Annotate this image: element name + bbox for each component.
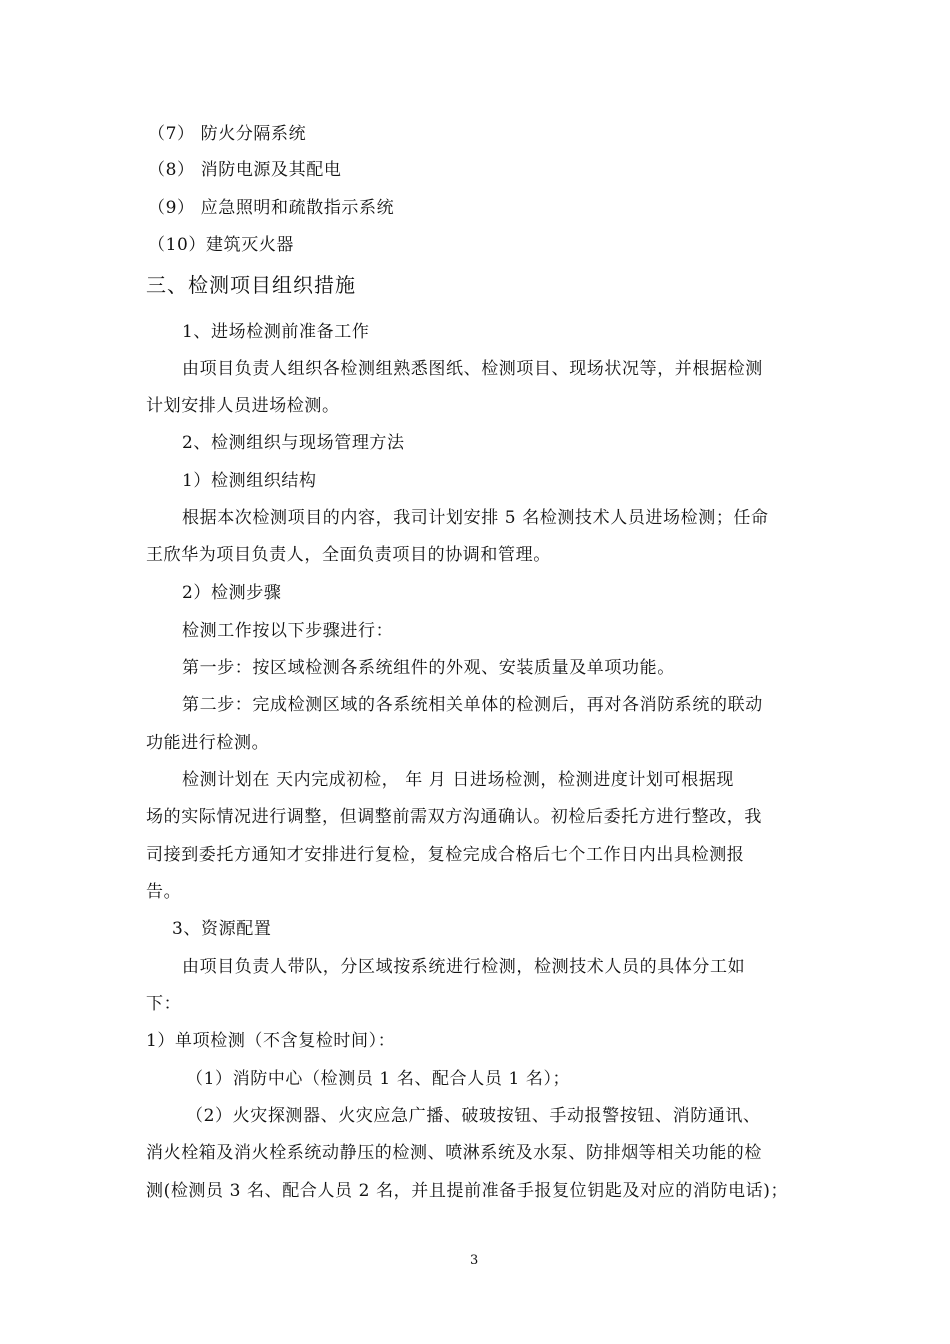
paragraph-line: 根据本次检测项目的内容，我司计划安排 5 名检测技术人员进场检测；任命: [182, 508, 769, 528]
paragraph-line: 检测工作按以下步骤进行：: [182, 621, 394, 641]
paragraph-line: 场的实际情况进行调整，但调整前需双方沟通确认。初检后委托方进行整改，我: [146, 807, 762, 827]
paragraph-line: 由项目负责人带队，分区域按系统进行检测，检测技术人员的具体分工如: [182, 957, 746, 977]
paragraph-line: （2）火灾探测器、火灾应急广播、破玻按钮、手动报警按钮、消防通讯、: [186, 1106, 761, 1126]
section-heading: 三、检测项目组织措施: [146, 273, 356, 297]
list-item-9: （9） 应急照明和疏散指示系统: [148, 198, 395, 218]
paragraph-line: 告。: [146, 882, 182, 902]
paragraph-line: 第一步：按区域检测各系统组件的外观、安装质量及单项功能。: [182, 658, 675, 678]
paragraph-line: 功能进行检测。: [146, 733, 270, 753]
paragraph-line: 由项目负责人组织各检测组熟悉图纸、检测项目、现场状况等，并根据检测: [182, 359, 763, 379]
list-item-8: （8） 消防电源及其配电: [148, 160, 342, 180]
subsection-item-title: 1）单项检测（不含复检时间）：: [146, 1031, 396, 1051]
paragraph-line: 司接到委托方通知才安排进行复检，复检完成合格后七个工作日内出具检测报: [146, 845, 745, 865]
paragraph-line: （1）消防中心（检测员 1 名、配合人员 1 名）；: [186, 1069, 571, 1089]
paragraph-line: 测(检测员 3 名、配合人员 2 名，并且提前准备手报复位钥匙及对应的消防电话)；: [146, 1181, 789, 1201]
subsection-title-3: 3、资源配置: [172, 919, 272, 939]
subsection-title-1: 1、进场检测前准备工作: [182, 322, 370, 342]
subsection-title-2: 2、检测组织与现场管理方法: [182, 433, 405, 453]
paragraph-line: 计划安排人员进场检测。: [146, 396, 340, 416]
paragraph-line: 王欣华为项目负责人，全面负责项目的协调和管理。: [146, 545, 551, 565]
page-number: 3: [470, 1253, 479, 1268]
subsection-item-title: 1）检测组织结构: [182, 471, 317, 491]
paragraph-line: 下：: [146, 994, 182, 1014]
subsection-item-title: 2）检测步骤: [182, 583, 282, 603]
paragraph-line: 第二步：完成检测区域的各系统相关单体的检测后，再对各消防系统的联动: [182, 695, 763, 715]
list-item-7: （7） 防火分隔系统: [148, 124, 307, 144]
list-item-10: （10）建筑灭火器: [148, 235, 295, 255]
paragraph-line: 消火栓箱及消火栓系统动静压的检测、喷淋系统及水泵、防排烟等相关功能的检: [146, 1143, 762, 1163]
paragraph-line: 检测计划在 天内完成初检， 年 月 日进场检测，检测进度计划可根据现: [182, 770, 735, 790]
